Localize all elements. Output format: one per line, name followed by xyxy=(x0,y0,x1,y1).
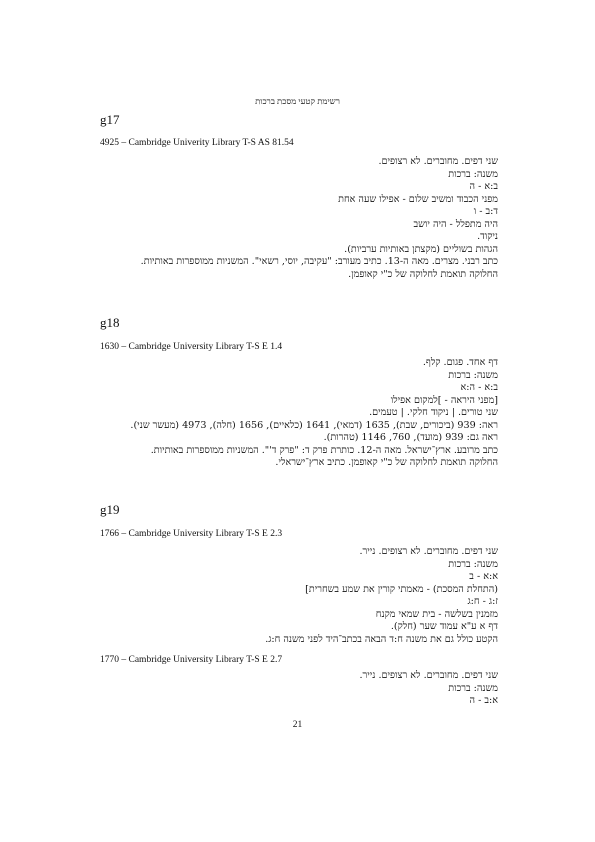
section-heading-g18: g18 xyxy=(100,315,120,330)
entry-line: (התחלת המסכת) - מאמתי קורין את שמע בשחרית] xyxy=(305,583,498,595)
entry-line: הקטע כולל גם את משנה ח:ד הבאה בכתב־היד לפני משנה ח:ג. xyxy=(265,633,498,645)
entry-body-g19 xyxy=(78,546,498,646)
page-number: 21 xyxy=(292,720,303,730)
entry-line: החלוקה תואמת לחלוקה של כ"י קאופמן. כתיב ארץ־ישראלי. xyxy=(275,457,498,468)
entry-line: החלוקה תואמת לחלוקה של כ"י קאופמן. xyxy=(348,268,498,280)
entry-body-g18 xyxy=(78,357,498,470)
entry-line: כתב רבני. מצרים. מאה ה-13. כתיב מעורב: "עקיבה, יוסי, רשאי". המשניות ממוספרות באותיות. xyxy=(140,256,498,267)
entry-line: ז:ג - ח:ג xyxy=(467,596,498,607)
entry-line: א:א - ב xyxy=(469,571,498,582)
entry-line: ב:א - ה:א xyxy=(460,382,498,393)
entry-line: שני דפים. מחוברים. לא רצופים. נייר. xyxy=(359,670,498,681)
entry-line: משנה: ברכות xyxy=(448,682,498,694)
section-heading-g17: g17 xyxy=(100,112,120,127)
entry-line: ב:א - ה xyxy=(469,181,498,192)
entry-line: דף א ע"א עמוד שער (חלק). xyxy=(390,621,498,632)
entry-line: ניקוד. xyxy=(477,231,498,242)
source-line-1770: 1770 – Cambridge University Library T-S E 2.7 xyxy=(100,655,283,665)
entry-line: הגהות בשוליים (מקצתן באותיות ערביות). xyxy=(344,243,498,255)
entry-body-1770 xyxy=(78,670,498,708)
entry-line: כתב מרובע. ארץ־ישראל. מאה ה-12. כותרת פרק ד: "פרק ד'". המשניות ממוספרות באותיות. xyxy=(150,444,498,456)
entry-line: שני טורים. | ניקוד חלקי. | טעמים. xyxy=(369,407,498,418)
entry-body-g17 xyxy=(78,156,498,281)
entry-line: משנה: ברכות xyxy=(448,168,498,180)
entry-line: מזמנין בשלשה - בית שמאי מקנח xyxy=(375,608,498,620)
section-heading-g19: g19 xyxy=(100,502,120,517)
entry-line: היה מתפלל - היה יושב xyxy=(413,218,498,230)
entry-line: ראה: 939 (ביכורים, שבת), 1635 (דמאי), 1641 (כלאיים), 1656 (חלה), 4973 (מעשר שני). xyxy=(130,419,498,431)
entry-line: מפני הכבוד ומשיב שלום - אפילו שעה אחת xyxy=(338,193,498,205)
entry-line: [מפני היראה - ]למקום אפילו xyxy=(390,394,498,406)
source-line-g18: 1630 – Cambridge University Library T-S E 1.4 xyxy=(100,342,283,352)
source-line-g19: 1766 – Cambridge University Library T-S E 2.3 xyxy=(100,529,283,539)
entry-line: משנה: ברכות xyxy=(448,369,498,381)
entry-line: ד:ב - ו xyxy=(473,206,498,217)
entry-line: דף אחד. פגום. קלף. xyxy=(422,357,498,368)
entry-line: משנה: ברכות xyxy=(448,558,498,570)
entry-line: שני דפים. מחוברים. לא רצופים. xyxy=(378,156,498,167)
entry-line: ראה גם: 939 (מועד), 760, 1146 (טהרות). xyxy=(323,432,498,443)
running-head: רשימת קטעי מסכת ברכות xyxy=(255,96,340,106)
entry-line: א:ב - ה xyxy=(469,695,498,706)
entry-line: שני דפים. מחוברים. לא רצופים. נייר. xyxy=(359,546,498,557)
source-line-g17: 4925 – Cambridge Univerity Library T-S AS 81.54 xyxy=(100,138,294,148)
